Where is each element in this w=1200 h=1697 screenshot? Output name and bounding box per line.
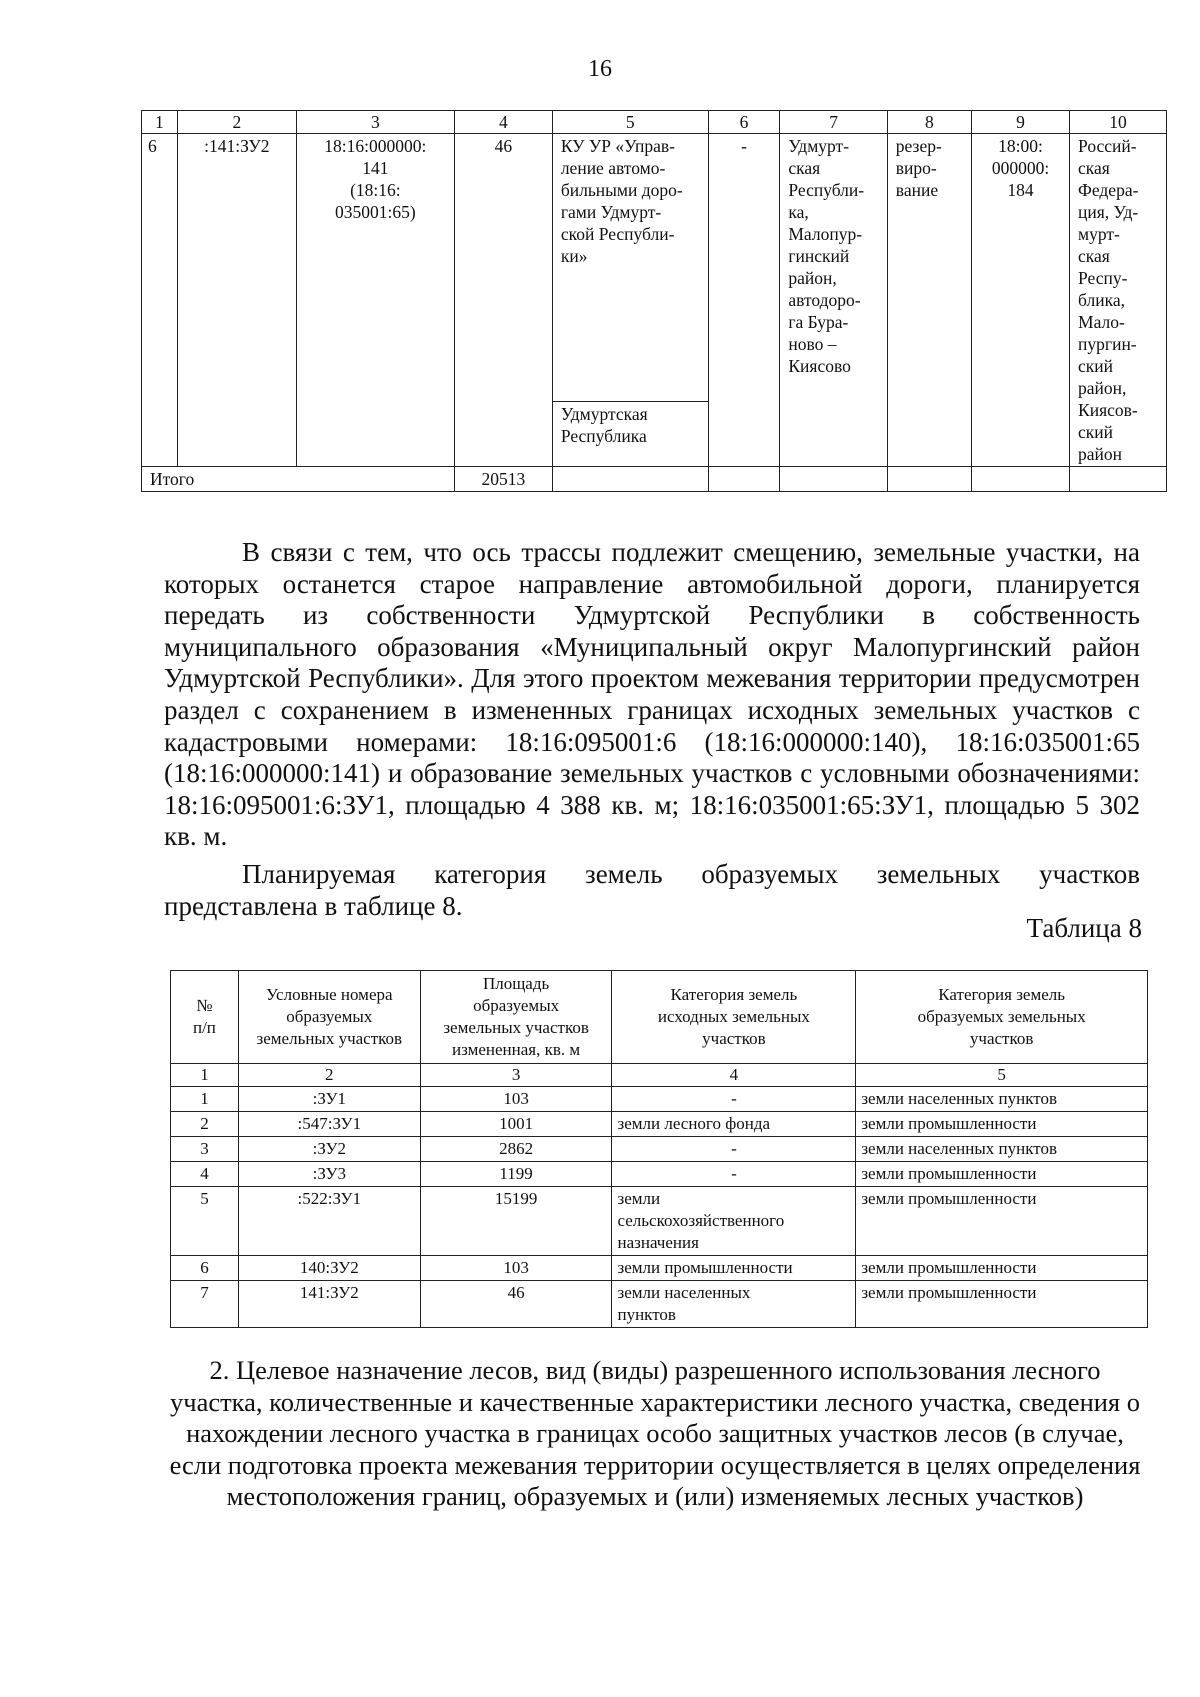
cell: 1199: [420, 1162, 612, 1187]
row-number: 6: [142, 134, 178, 467]
col-number: 4: [612, 1064, 856, 1087]
cell: 1001: [420, 1112, 612, 1137]
cell: земли сельскохозяйственного назначения: [612, 1187, 856, 1256]
cell: 15199: [420, 1187, 612, 1256]
table-row: [171, 1087, 1148, 1112]
col-number: 5: [552, 111, 708, 134]
col-number: 3: [296, 111, 454, 134]
col-number: 7: [780, 111, 887, 134]
encumbrance: -: [708, 134, 780, 467]
header-cell: № п/п: [171, 971, 239, 1064]
cell: -: [612, 1087, 856, 1112]
header-cell: Площадь образуемых земельных участков измененная, кв. м: [420, 971, 612, 1064]
col-number: 2: [177, 111, 296, 134]
total-row: [142, 467, 1167, 492]
cell: земли промышленности: [612, 1256, 856, 1281]
cell: 141:ЗУ2: [238, 1281, 420, 1328]
table-row: [142, 134, 1167, 402]
table-row: [171, 1187, 1148, 1256]
cell: земли населенных пунктов: [856, 1137, 1148, 1162]
cell: :ЗУ1: [238, 1087, 420, 1112]
page-number: 16: [588, 56, 612, 82]
owner: Удмуртская Республика: [552, 402, 708, 467]
cell: земли промышленности: [856, 1187, 1148, 1256]
col-number: 4: [454, 111, 552, 134]
total-label: Итого: [142, 467, 455, 492]
col-number: 1: [142, 111, 178, 134]
land-category: резер- виро- вание: [887, 134, 971, 467]
cell: 6: [171, 1256, 239, 1281]
header-cell: Категория земель исходных земельных участков: [612, 971, 856, 1064]
cell: 7: [171, 1281, 239, 1328]
paragraph-category-reference: Планируемая категория земель образуемых земельных участков представлена в таблице 8.: [164, 859, 1140, 921]
cell: 103: [420, 1256, 612, 1281]
cell: земли населенных пунктов: [856, 1087, 1148, 1112]
paragraph-redistribution: В связи с тем, что ось трассы подлежит смещению, земельные участки, на которых останется старое направление автомобильной дороги, планируется передать из собственности Удмуртской Республики в собственность муниципального образования «Муниципальный округ Малопургинский район Удмуртской Республики». Для этого проектом межевания территории предусмотрен раздел с сохранением в измененных границах исходных земельных участков с кадастровыми номерами: 18:16:095001:6 (18:16:000000:140), 18:16:035001:65 (18:16:000000:141) и образование земельных участков с условными обозначениями: 18:16:095001:6:ЗУ1, площадью 4 388 кв. м; 18:16:035001:65:ЗУ1, площадью 5 302 кв. м.: [164, 537, 1140, 852]
cell: -: [612, 1162, 856, 1187]
col-number: 3: [420, 1064, 612, 1087]
header-cell: Категория земель образуемых земельных участков: [856, 971, 1148, 1064]
col-number: 8: [887, 111, 971, 134]
cell: -: [612, 1137, 856, 1162]
cadastral-quarter: 18:00: 000000: 184: [972, 134, 1070, 467]
cell: 5: [171, 1187, 239, 1256]
cell: 140:ЗУ2: [238, 1256, 420, 1281]
table-8-land-categories: [170, 970, 1148, 1328]
cell: земли промышленности: [856, 1281, 1148, 1328]
plot-area: 46: [454, 134, 552, 467]
cell: земли промышленности: [856, 1112, 1148, 1137]
col-number: 10: [1070, 111, 1167, 134]
cell: 3: [171, 1137, 239, 1162]
cell: 103: [420, 1087, 612, 1112]
table-row: [171, 1162, 1148, 1187]
col-number: 1: [171, 1064, 239, 1087]
table-row: [171, 1256, 1148, 1281]
rights-holder: КУ УР «Управ- ление автомо- бильными доро- гами Удмурт- ской Республи- ки»: [552, 134, 708, 402]
cadastral-number: 18:16:000000: 141 (18:16: 035001:65): [296, 134, 454, 467]
section-heading: 2. Целевое назначение лесов, вид (виды) разрешенного использования лесного участка, количественные и качественные характеристики лесного участка, сведения о нахождении лесного участка в границах особо защитных участков лесов (в случае, если подготовка проекта межевания территории осуществляется в целях определения местоположения границ, образуемых и (или) изменяемых лесных участков): [169, 1355, 1141, 1512]
cell: 2: [171, 1112, 239, 1137]
table-row: [171, 1112, 1148, 1137]
column-number-row: [171, 1064, 1148, 1087]
cell: 1: [171, 1087, 239, 1112]
col-number: 9: [972, 111, 1070, 134]
plot-code: :141:ЗУ2: [177, 134, 296, 467]
cell: земли лесного фонда: [612, 1112, 856, 1137]
cell: земли населенных пунктов: [612, 1281, 856, 1328]
cell: земли промышленности: [856, 1256, 1148, 1281]
total-value: 20513: [454, 467, 552, 492]
cell: :ЗУ2: [238, 1137, 420, 1162]
location: Удмурт- ская Республи- ка, Малопур- гинский район, автодоро- га Бура- ново – Киясово: [780, 134, 887, 467]
cell: земли промышленности: [856, 1162, 1148, 1187]
col-number: 6: [708, 111, 780, 134]
cell: 4: [171, 1162, 239, 1187]
address: Россий- ская Федера- ция, Уд- мурт- ская Респу- блика, Мало- пургин- ский район, Киясов- ский район: [1070, 134, 1167, 467]
col-number: 2: [238, 1064, 420, 1087]
land-plots-table-continued: [141, 110, 1167, 492]
cell: :547:ЗУ1: [238, 1112, 420, 1137]
cell: :522:ЗУ1: [238, 1187, 420, 1256]
table-caption: Таблица 8: [1026, 913, 1142, 943]
cell: :ЗУ3: [238, 1162, 420, 1187]
table-header-row: [171, 971, 1148, 1064]
table-row: [171, 1137, 1148, 1162]
col-number: 5: [856, 1064, 1148, 1087]
cell: 2862: [420, 1137, 612, 1162]
table-row: [171, 1281, 1148, 1328]
column-number-row: [142, 111, 1167, 134]
cell: 46: [420, 1281, 612, 1328]
header-cell: Условные номера образуемых земельных участков: [238, 971, 420, 1064]
